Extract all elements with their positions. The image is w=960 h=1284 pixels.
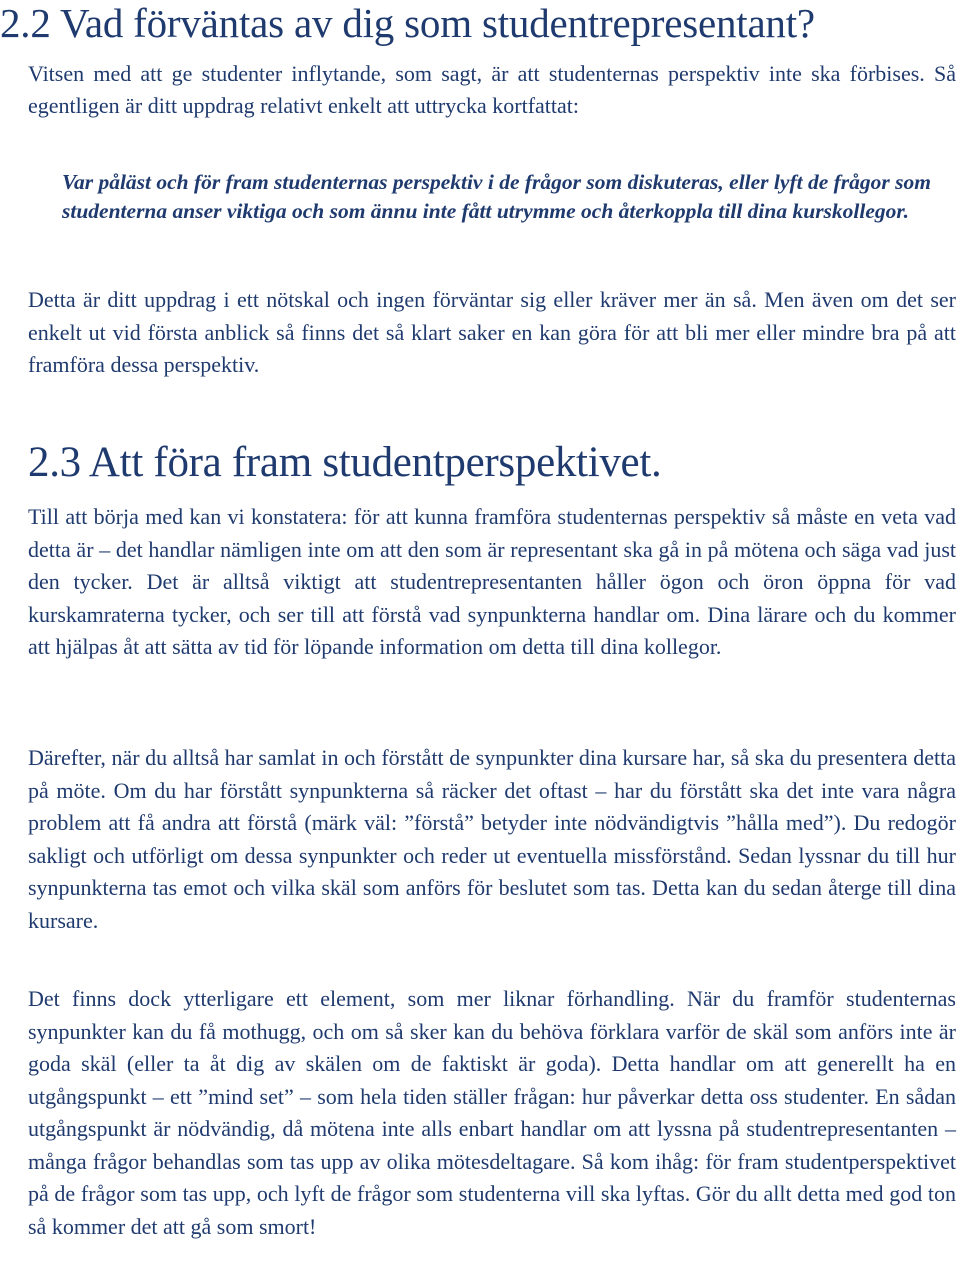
section-heading-2-2: 2.2 Vad förväntas av dig som studentrepresentant? [0, 0, 815, 46]
body-paragraph-1: Till att börja med kan vi konstatera: för att kunna framföra studenternas perspektiv så måste en veta vad detta är – det handlar nämligen inte om att den som är representant ska gå in på mötena och säga vad just den tycker. Det är alltså viktigt att studentrepresentanten håller ögon och öron öppna för vad kurskamraterna tycker, och ser till att förstå vad synpunkterna handlar om. Dina lärare och du kommer att hjälpas åt att sätta av tid för löpande information om detta till dina kollegor. [28, 504, 956, 659]
body-paragraph-2: Därefter, när du alltså har samlat in och förstått de synpunkter dina kursare har, så ska du presentera detta på möte. Om du har förstått synpunkterna så räcker det oftast – har du förstått ska det inte vara några problem att få andra att förstå (märk väl: ”förstå” betyder inte nödvändigtvis ”hålla med”). Du redogör sakligt och utförligt om dessa synpunkter och reder ut eventuella missförstånd. Sedan lyssnar du till hur synpunkterna tas emot och vilka skäl som anförs för beslutet som tas. Detta kan du sedan återge till dina kursare. [28, 745, 956, 933]
section-heading-2-3: 2.3 Att föra fram studentperspektivet. [28, 439, 662, 486]
highlighted-quote: Var påläst och för fram studenternas perspektiv i de frågor som diskuteras, eller lyft de frågor som studenterna anser viktiga och som ännu inte fått utrymme och återkoppla till dina kurskollegor. [62, 170, 931, 223]
mission-paragraph: Detta är ditt uppdrag i ett nötskal och ingen förväntar sig eller kräver mer än så. Men även om det ser enkelt ut vid första anblick så finns det så klart saker en kan göra för att bli mer eller mindre bra på att framföra dessa perspektiv. [28, 287, 956, 377]
body-paragraph-3: Det finns dock ytterligare ett element, som mer liknar förhandling. När du framför studenternas synpunkter kan du få mothugg, och om så sker kan du behöva förklara varför de skäl som anförs inte är goda skäl (eller ta åt dig av skälen om de faktiskt är goda). Detta handlar om att generellt ha en utgångspunkt – ett ”mind set” – som hela tiden ställer frågan: hur påverkar detta oss studenter. En sådan utgångspunkt är nödvändig, då mötena inte alls enbart handlar om att lyssna på studentrepresentanten – många frågor behandlas som tas upp av olika mötesdeltagare. Så kom ihåg: för fram studentperspektivet på de frågor som tas upp, och lyft de frågor som studenterna vill ska lyftas. Gör du allt detta med god ton så kommer det att gå som smort! [28, 986, 956, 1239]
intro-paragraph: Vitsen med att ge studenter inflytande, som sagt, är att studenternas perspektiv inte ska förbises. Så egentligen är ditt uppdrag relativt enkelt att uttrycka kortfattat: [28, 61, 956, 118]
